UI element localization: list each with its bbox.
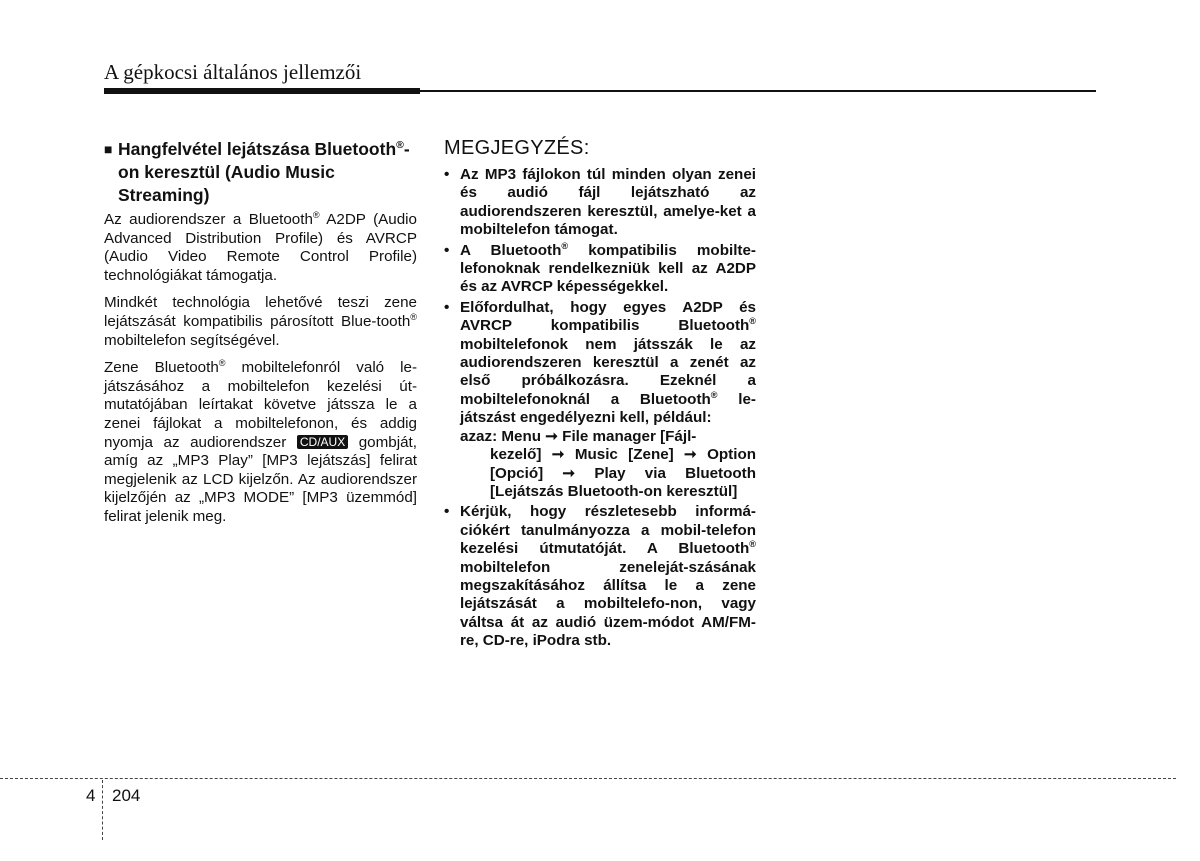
menu-path: kezelő] ➞ Music [Zene] ➞ Option [Opció] ➞ Play via Bluetooth [Lejátszás Bluetooth-on keresztül] [490,446,756,500]
header-rule-thick [104,88,420,94]
page-number: 204 [112,786,141,805]
bullet-icon: • [444,503,450,521]
bullet-icon: • [444,298,450,316]
paragraph-1: Az audiorendszer a Bluetooth® A2DP (Audio Advanced Distribution Profile) és AVRCP (Audio Video Remote Control Profile) technológiákat támogatja. [104,209,417,284]
section-heading-text [118,138,417,207]
heading-part1: Hangfelvétel lejátszása Bluetooth [118,139,397,159]
footer-dashed-rule [0,778,1176,779]
left-column [104,138,417,527]
note-item-3: • Előfordulhat, hogy egyes A2DP és AVRCP kompatibilis Bluetooth® mobiltelefonok nem játsszák le az audiorendszeren keresztül a zenét az első próbálkozásra. Ezeknél a mobiltelefonoknál a Bluetooth® le-játszást engedélyezni kell, például: azaz: Menu ➞ File manager [Fájl- kezelő] ➞ Music [Zene] ➞ Option [Opció] ➞ Play via Bluetooth [Lejátszás Bluetooth-on keresztül] [444,298,756,500]
registered-mark: ® [396,139,404,152]
note-list [444,166,756,651]
note-item-1: • Az MP3 fájlokon túl minden olyan zenei és audió fájl lejátszható az audiorendszeren keresztül, amelye-ket a mobiltelefon támogat. [444,166,756,239]
paragraph-2: Mindkét technológia lehetővé teszi zene lejátszását kompatibilis párosított Blue-tooth® mobiltelefon segítségével. [104,294,417,349]
paragraph-3: Zene Bluetooth® mobiltelefonról való le-játszásához a mobiltelefon kezelési út-mutatójában leírtakat követve játssza le a zenei fájlokat a mobiltelefonon, és addig nyomja az audiorendszer CD/AUX gombját, amíg az „MP3 Play” [MP3 lejátszás] felirat megjelenik az LCD kijelzőn. Az audiorendszer kijelzőjén az „MP3 MODE” [MP3 üzemmód] felirat jelenik meg. [104,358,418,525]
section-heading [104,138,417,207]
note-box [444,137,756,653]
bullet-icon: • [444,241,450,259]
square-bullet-icon: ■ [104,141,113,157]
note-item-4: • Kérjük, hogy részletesebb informá-ciókért tanulmányozza a mobil-telefon kezelési útmutatóját. A Bluetooth® mobiltelefon zeneleját-szásának megszakításához állítsa le a zene lejátszását a mobiltelefo-non, vagy váltsa át az audió üzem-módot AM/FM-re, CD-re, iPodra stb. [444,503,756,650]
note-title: MEGJEGYZÉS: [444,137,590,159]
bullet-icon: • [444,166,450,183]
header-rule-thin [420,90,1096,92]
cd-aux-button-label: CD/AUX [297,435,348,449]
page-header-title: A gépkocsi általános jellemzői [104,60,362,84]
chapter-number: 4 [86,786,96,805]
note-item-2: • A Bluetooth® kompatibilis mobilte-lefonoknak rendelkezniük kell az A2DP és az AVRCP képességekkel. [444,240,756,296]
footer-vertical-divider [102,780,103,840]
menu-path-intro: azaz: Menu ➞ File manager [Fájl- [460,427,697,445]
heading-part2: -on keresztül (Audio Music Streaming) [118,139,410,205]
